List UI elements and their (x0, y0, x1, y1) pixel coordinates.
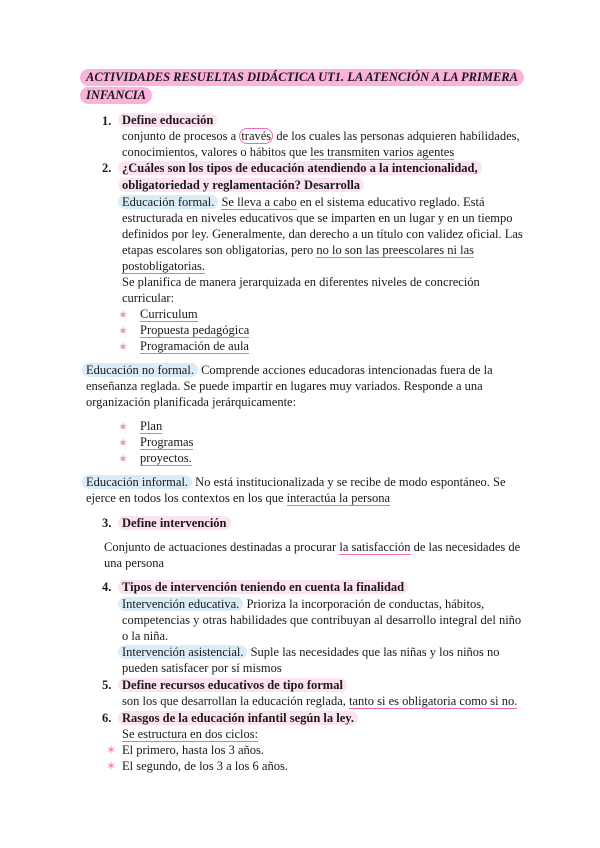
intervention-educ-line-1: Intervención educativa. Prioriza la incorporación de conductas, hábitos, (122, 596, 484, 613)
star-icon: ✶ (106, 743, 117, 757)
title-line-2: INFANCIA (80, 87, 152, 104)
nonformal-item-3: proyectos. (140, 451, 192, 465)
question-2-number: 2. (102, 161, 112, 175)
formal-item-1: Curriculum (140, 307, 198, 321)
formal-line-7: curricular: (122, 291, 175, 305)
q1-line-2: conocimientos, valores o hábitos que les transmiten varios agentes (122, 145, 455, 159)
formal-line-4: etapas escolares son obligatorias, pero no lo son las preescolares ni las (122, 243, 474, 257)
q6-item-2: El segundo, de los 3 a los 6 años. (122, 759, 288, 773)
formal-line-6: Se planifica de manera jerarquizada en diferentes niveles de concreción (122, 275, 480, 289)
question-4-heading: Tipos de intervención teniendo en cuenta la finalidad (122, 579, 408, 596)
question-5-number: 5. (102, 678, 112, 692)
question-2-heading-2: obligatoriedad y reglamentación? Desarrolla (122, 177, 364, 194)
question-6-number: 6. (102, 711, 112, 725)
star-icon: ✶ (118, 308, 129, 322)
q5-line-1: son los que desarrollan la educación reglada, tanto si es obligatoria como si no. (122, 694, 518, 708)
q3-line-1: Conjunto de actuaciones destinadas a procurar la satisfacción de las necesidades de (104, 540, 521, 554)
formal-line-2: estructurada en niveles educativos que se imparten en un lugar y en un tiempo (122, 211, 513, 225)
intervention-educ-line-2: competencias y otras habilidades que contribuyan al desarrollo integral del niño (122, 613, 522, 627)
informal-line-1: Educación informal. No está institucionalizada y se recibe de modo espontáneo. Se (86, 474, 506, 491)
star-icon: ✶ (118, 436, 129, 450)
formal-line-1: Educación formal. Se lleva a cabo en el sistema educativo reglado. Está (122, 194, 485, 211)
star-icon: ✶ (118, 340, 129, 354)
question-3-heading: Define intervención (122, 515, 231, 532)
formal-item-3: Programación de aula (140, 339, 249, 353)
nonformal-line-1: Educación no formal. Comprende acciones educadoras intencionadas fuera de la (86, 362, 493, 379)
intervention-asis-line-1: Intervención asistencial. Suple las necesidades que las niñas y los niños no (122, 644, 500, 661)
intervention-asis-line-2: pueden satisfacer por sí mismos (122, 661, 282, 675)
star-icon: ✶ (118, 420, 129, 434)
q6-line-1: Se estructura en dos ciclos: (122, 727, 259, 741)
question-3-number: 3. (102, 516, 112, 530)
intervention-asis-label: Intervención asistencial. (118, 645, 247, 659)
informal-label: Educación informal. (82, 475, 192, 489)
title-line-1: ACTIVIDADES RESUELTAS DIDÁCTICA UT1. LA ATENCIÓN A LA PRIMERA (80, 69, 524, 86)
question-6-heading: Rasgos de la educación infantil según la ley. (122, 710, 358, 727)
formal-label: Educación formal. (118, 195, 218, 209)
nonformal-item-1: Plan (140, 419, 163, 433)
q3-line-2: una persona (104, 556, 165, 570)
question-1-number: 1. (102, 114, 112, 128)
question-2-heading-1: ¿Cuáles son los tipos de educación atendiendo a la intencionalidad, (122, 160, 482, 177)
formal-item-2: Propuesta pedagógica (140, 323, 250, 337)
q6-item-1: El primero, hasta los 3 años. (122, 743, 264, 757)
formal-line-3: definidos por ley. Generalmente, dan derecho a un título con validez oficial. Las (122, 227, 523, 241)
question-1-heading: Define educación (122, 112, 217, 129)
formal-line-5: postobligatorias. (122, 259, 205, 273)
informal-line-2: ejerce en todos los contextos en los que interactúa la persona (86, 491, 391, 505)
question-4-number: 4. (102, 580, 112, 594)
document-title (80, 69, 524, 85)
intervention-educ-label: Intervención educativa. (118, 597, 243, 611)
intervention-educ-line-3: o la niña. (122, 629, 169, 643)
question-5-heading: Define recursos educativos de tipo formal (122, 677, 347, 694)
star-icon: ✶ (118, 452, 129, 466)
nonformal-label: Educación no formal. (82, 363, 198, 377)
q1-line-1: conjunto de procesos a través de los cuales las personas adquieren habilidades, (122, 129, 520, 143)
nonformal-line-2: enseñanza reglada. Se puede impartir en lugares muy variados. Responde a una (86, 379, 483, 393)
nonformal-item-2: Programas (140, 435, 194, 449)
star-icon: ✶ (118, 324, 129, 338)
nonformal-line-3: organización planificada jerárquicamente: (86, 395, 297, 409)
star-icon: ✶ (106, 759, 117, 773)
